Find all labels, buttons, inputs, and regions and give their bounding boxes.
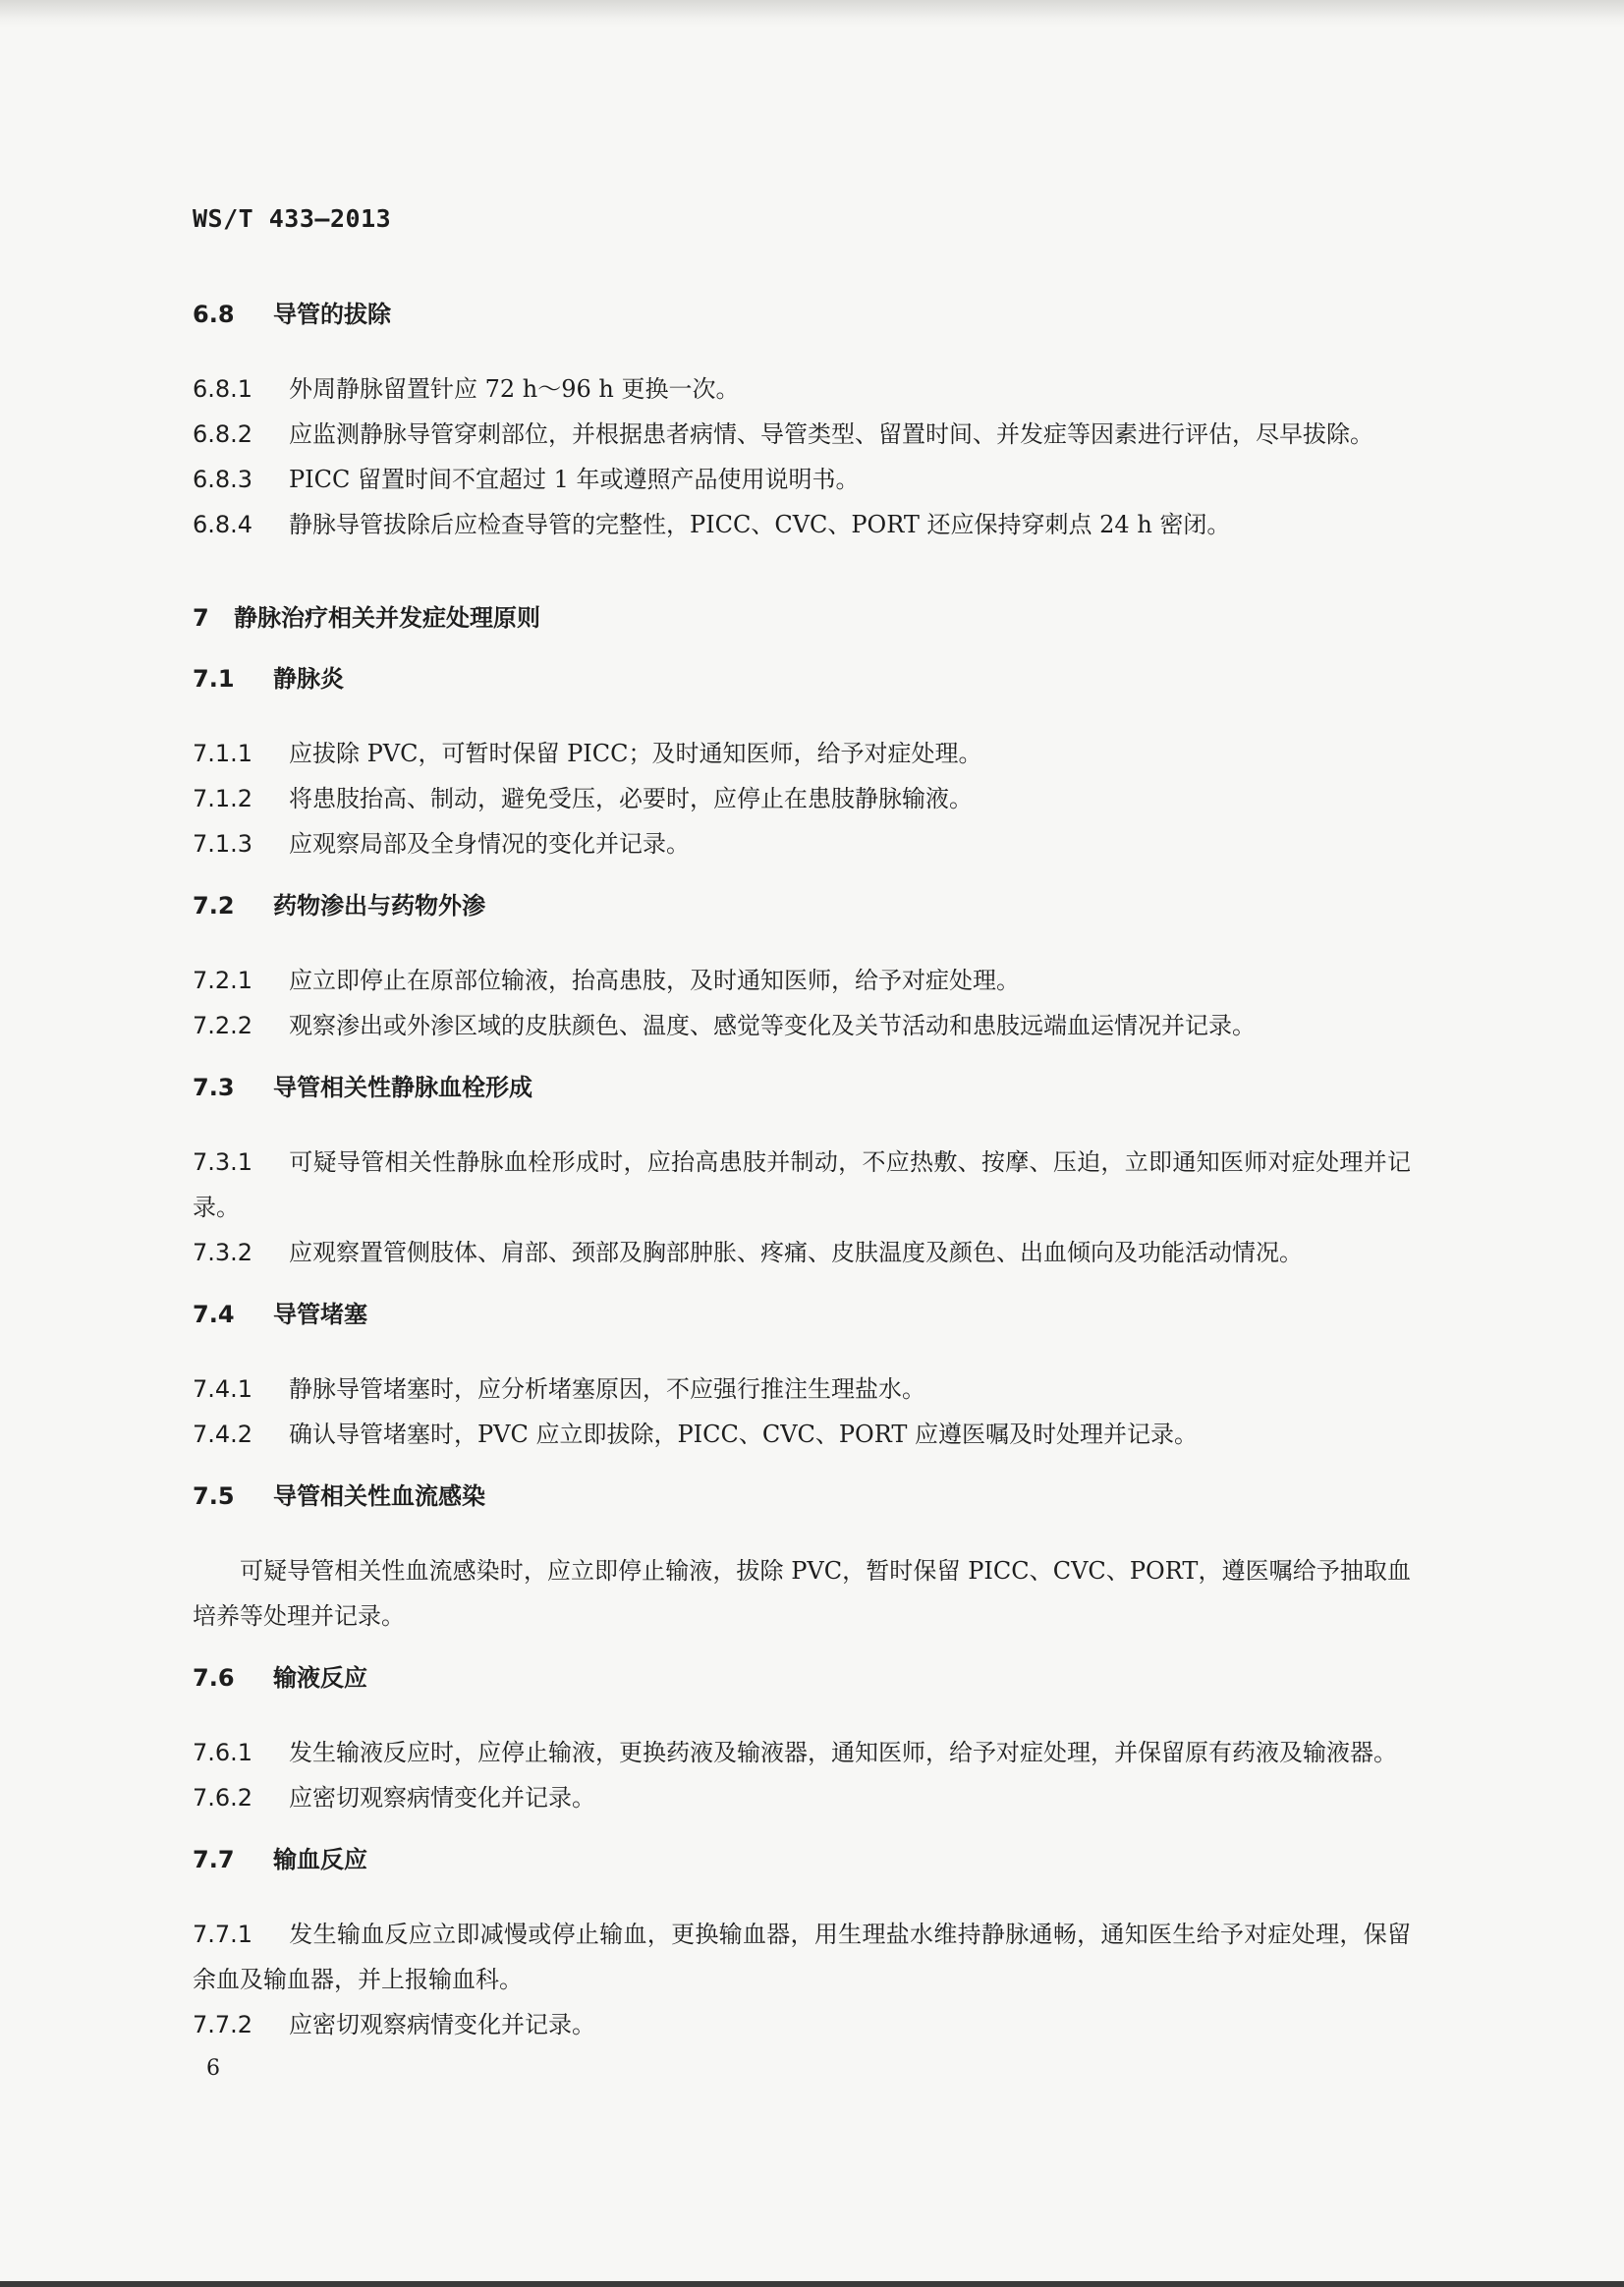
spacer xyxy=(193,334,1411,366)
clause-number: 7.4.1 xyxy=(193,1375,253,1403)
clause-text: 静脉导管堵塞时，应分析堵塞原因，不应强行推注生理盐水。 xyxy=(289,1375,925,1403)
clause-text: 外周静脉留置针应 72 h～96 h 更换一次。 xyxy=(289,375,740,403)
clause-number: 6.8.2 xyxy=(193,420,253,448)
clause-number: 7.2.1 xyxy=(193,967,253,994)
heading-number: 7.1 xyxy=(193,665,235,693)
clause-number: 7.6.2 xyxy=(193,1784,253,1812)
clause-item xyxy=(193,1775,1411,1820)
heading-number: 7 xyxy=(193,604,209,632)
clause-text: 应监测静脉导管穿刺部位，并根据患者病情、导管类型、留置时间、并发症等因素进行评估，尽早拔除。 xyxy=(289,420,1373,448)
heading-title: 导管堵塞 xyxy=(273,1301,367,1328)
clause-number: 7.1.1 xyxy=(193,740,253,767)
clause-item xyxy=(193,1140,1411,1230)
heading-number: 7.6 xyxy=(193,1664,235,1692)
paragraph: 可疑导管相关性血流感染时，应立即停止输液，拔除 PVC，暂时保留 PICC、CVC、PORT，遵医嘱给予抽取血培养等处理并记录。 xyxy=(193,1557,1411,1630)
clause-number: 7.7.2 xyxy=(193,2011,253,2038)
spacer xyxy=(193,1107,1411,1140)
clause-item xyxy=(193,1730,1411,1775)
document-body xyxy=(193,295,1411,2047)
clause-number: 7.4.2 xyxy=(193,1421,253,1448)
section-heading xyxy=(193,1295,1411,1334)
clause-text: 观察渗出或外渗区域的皮肤颜色、温度、感觉等变化及关节活动和患肢远端血运情况并记录。 xyxy=(289,1012,1256,1039)
spacer xyxy=(193,638,1411,659)
clause-number: 7.6.1 xyxy=(193,1739,253,1766)
clause-number: 7.3.2 xyxy=(193,1239,253,1266)
clause-item xyxy=(193,1912,1411,2002)
heading-title: 输血反应 xyxy=(273,1846,367,1873)
heading-title: 导管的拔除 xyxy=(273,301,391,328)
clause-number: 7.7.1 xyxy=(193,1921,253,1948)
spacer xyxy=(193,1275,1411,1295)
clause-text: 应观察置管侧肢体、肩部、颈部及胸部肿胀、疼痛、皮肤温度及颜色、出血倾向及功能活动情况。 xyxy=(289,1239,1303,1266)
clause-text: 应密切观察病情变化并记录。 xyxy=(289,1784,595,1812)
clause-text: 应观察局部及全身情况的变化并记录。 xyxy=(289,830,690,858)
section-heading xyxy=(193,1840,1411,1879)
clause-text: 可疑导管相关性静脉血栓形成时，应抬高患肢并制动，不应热敷、按摩、压迫，立即通知医师对症处理并记录。 xyxy=(193,1148,1411,1221)
document-code: WS/T 433—2013 xyxy=(193,204,392,233)
clause-item xyxy=(193,457,1411,502)
clause-number: 7.3.1 xyxy=(193,1148,253,1176)
chapter-heading xyxy=(193,598,1411,638)
clause-text: 发生输血反应立即减慢或停止输血，更换输血器，用生理盐水维持静脉通畅，通知医生给予对症处理，保留余血及输血器，并上报输血科。 xyxy=(193,1921,1411,1993)
clause-number: 7.1.3 xyxy=(193,830,253,858)
clause-item xyxy=(193,1412,1411,1457)
clause-item xyxy=(193,1003,1411,1048)
spacer xyxy=(193,1457,1411,1477)
heading-number: 7.4 xyxy=(193,1301,235,1328)
clause-text: 应密切观察病情变化并记录。 xyxy=(289,2011,595,2038)
heading-number: 7.7 xyxy=(193,1846,235,1873)
spacer xyxy=(193,1698,1411,1730)
clause-number: 6.8.4 xyxy=(193,511,253,538)
clause-number: 6.8.1 xyxy=(193,375,253,403)
scan-edge-bottom xyxy=(0,2281,1624,2287)
clause-text: 应立即停止在原部位输液，抬高患肢，及时通知医师，给予对症处理。 xyxy=(289,967,1020,994)
clause-number: 7.2.2 xyxy=(193,1012,253,1039)
clause-text: 静脉导管拔除后应检查导管的完整性，PICC、CVC、PORT 还应保持穿刺点 24 h 密闭。 xyxy=(289,511,1231,538)
clause-item xyxy=(193,366,1411,412)
clause-text: PICC 留置时间不宜超过 1 年或遵照产品使用说明书。 xyxy=(289,466,860,493)
section-heading xyxy=(193,886,1411,925)
heading-number: 7.5 xyxy=(193,1482,235,1510)
heading-title: 导管相关性静脉血栓形成 xyxy=(273,1074,532,1101)
clause-text: 应拔除 PVC，可暂时保留 PICC；及时通知医师，给予对症处理。 xyxy=(289,740,982,767)
clause-item xyxy=(193,776,1411,821)
clause-text: 将患肢抬高、制动，避免受压，必要时，应停止在患肢静脉输液。 xyxy=(289,785,973,812)
heading-number: 7.3 xyxy=(193,1074,235,1101)
spacer xyxy=(193,1639,1411,1658)
section-heading xyxy=(193,1068,1411,1107)
clause-item xyxy=(193,731,1411,776)
clause-item xyxy=(193,821,1411,866)
spacer xyxy=(193,547,1411,598)
clause-item xyxy=(193,1367,1411,1412)
section-heading xyxy=(193,659,1411,698)
clause-text: 发生输液反应时，应停止输液，更换药液及输液器，通知医师，给予对症处理，并保留原有药液及输液器。 xyxy=(289,1739,1397,1766)
heading-title: 药物渗出与药物外渗 xyxy=(273,892,485,920)
heading-number: 6.8 xyxy=(193,301,235,328)
section-heading xyxy=(193,1658,1411,1698)
clause-item xyxy=(193,1230,1411,1275)
page-number: 6 xyxy=(206,2056,220,2081)
spacer xyxy=(193,1516,1411,1548)
clause-number: 6.8.3 xyxy=(193,466,253,493)
section-heading xyxy=(193,295,1411,334)
spacer xyxy=(193,698,1411,731)
heading-title: 输液反应 xyxy=(273,1664,367,1692)
spacer xyxy=(193,1048,1411,1068)
section-heading xyxy=(193,1477,1411,1516)
clause-item xyxy=(193,958,1411,1003)
spacer xyxy=(193,1879,1411,1912)
clause-text: 确认导管堵塞时，PVC 应立即拔除，PICC、CVC、PORT 应遵医嘱及时处理并记录。 xyxy=(289,1421,1198,1448)
heading-title: 静脉治疗相关并发症处理原则 xyxy=(234,604,540,632)
spacer xyxy=(193,1820,1411,1840)
spacer xyxy=(193,1334,1411,1367)
clause-item xyxy=(193,412,1411,457)
spacer xyxy=(193,866,1411,886)
clause-item xyxy=(193,502,1411,547)
clause-item xyxy=(193,2002,1411,2047)
spacer xyxy=(193,925,1411,958)
heading-title: 导管相关性血流感染 xyxy=(273,1482,485,1510)
heading-title: 静脉炎 xyxy=(273,665,344,693)
clause-number: 7.1.2 xyxy=(193,785,253,812)
heading-number: 7.2 xyxy=(193,892,235,920)
